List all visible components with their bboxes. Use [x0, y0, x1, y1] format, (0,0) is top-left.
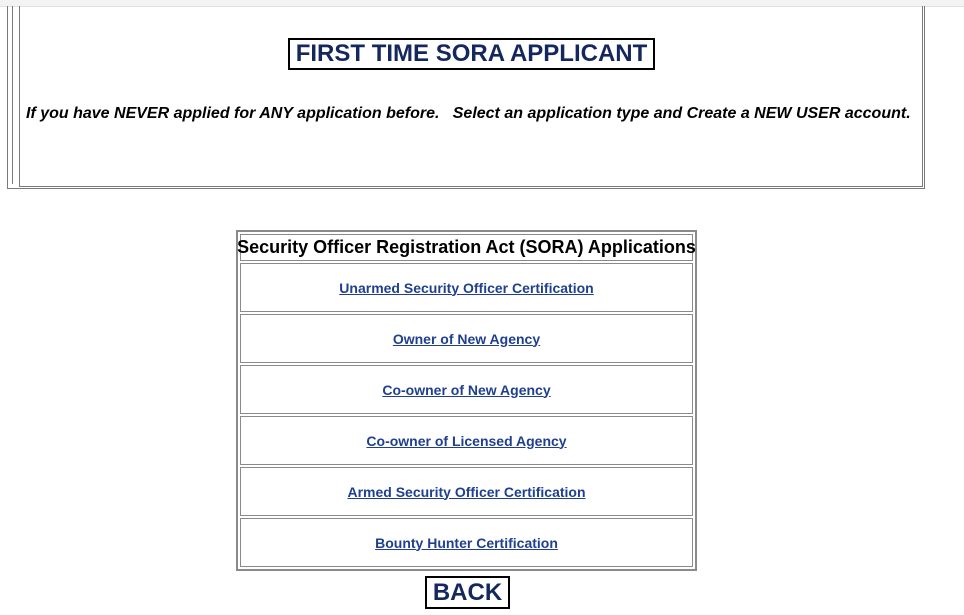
back-button[interactable]: BACK — [425, 576, 510, 609]
table-row — [240, 365, 693, 414]
link-co-owner-of-licensed-agency[interactable]: Co-owner of Licensed Agency — [366, 432, 567, 449]
link-co-owner-of-new-agency[interactable]: Co-owner of New Agency — [382, 381, 551, 398]
link-unarmed-security-officer-certification[interactable]: Unarmed Security Officer Certification — [339, 279, 594, 296]
table-row — [240, 263, 693, 312]
link-owner-of-new-agency[interactable]: Owner of New Agency — [392, 330, 541, 347]
intro-panel-frame-line — [12, 6, 14, 184]
applications-table-heading: Security Officer Registration Act (SORA) Applications — [240, 234, 693, 261]
link-bounty-hunter-certification[interactable]: Bounty Hunter Certification — [375, 534, 558, 551]
page-title: FIRST TIME SORA APPLICANT — [288, 38, 655, 70]
applications-table — [236, 230, 697, 571]
table-row — [240, 467, 693, 516]
table-row — [240, 314, 693, 363]
intro-panel — [19, 6, 923, 187]
instructions-text: If you have NEVER applied for ANY application before. Select an application type and Create a NEW USER account. — [26, 105, 911, 122]
link-armed-security-officer-certification[interactable]: Armed Security Officer Certification — [347, 483, 586, 500]
table-row — [240, 518, 693, 567]
table-row — [240, 416, 693, 465]
